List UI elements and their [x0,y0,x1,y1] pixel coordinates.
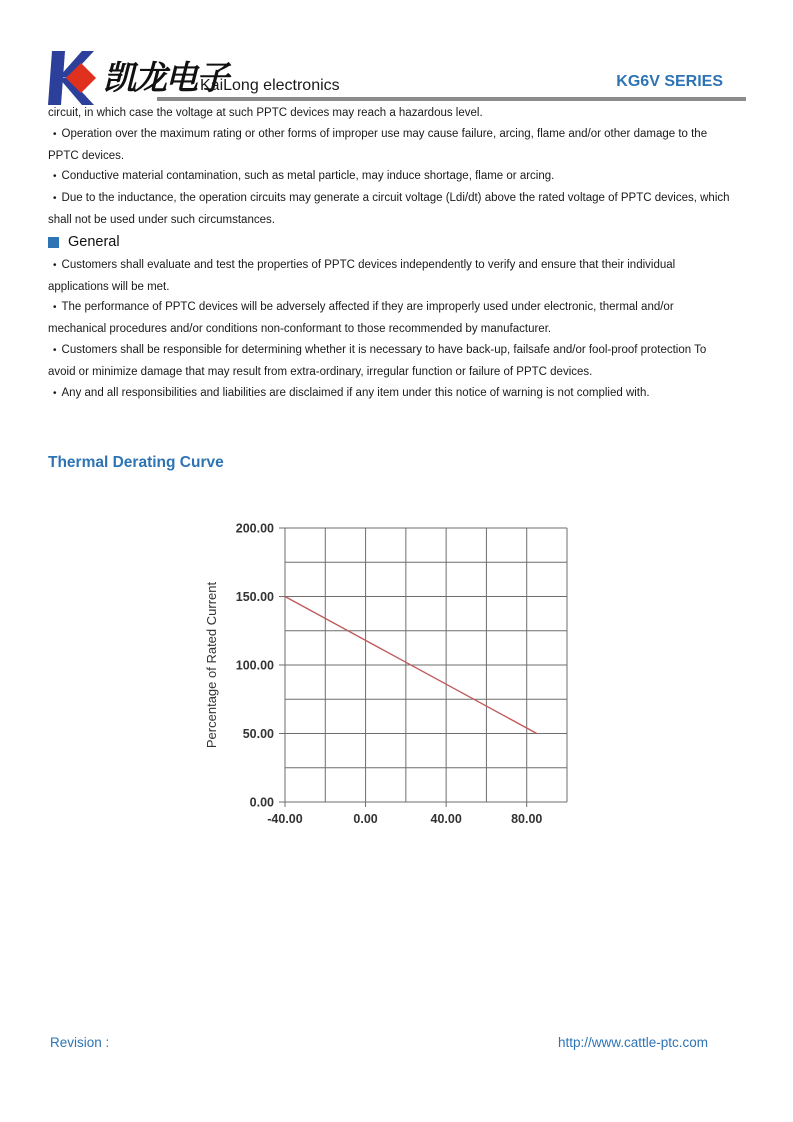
thermal-derating-chart [200,512,592,852]
bullet-icon: • [53,344,57,356]
warning-bullet [48,124,732,167]
general-bullet-text: The performance of PPTC devices will be adversely affected if they are improperly used under electronic, thermal and/or mechanical procedures and/or conditions non-conformant to those recommended by manufacturer. [48,301,674,336]
svg-text:0.00: 0.00 [249,795,274,810]
general-bullet-text: Any and all responsibilities and liabilities are disclaimed if any item under this notice of warning is not complied with. [61,386,650,399]
header-divider [157,97,746,101]
svg-text:50.00: 50.00 [242,727,274,741]
general-bullet [48,383,732,405]
warning-bullet-text: Conductive material contamination, such as metal particle, may induce shortage, flame or arcing. [61,170,555,183]
bullet-icon: • [53,128,57,140]
general-bullet-text: Customers shall be responsible for determining whether it is necessary to have back-up, failsafe and/or fool-proof protection To avoid or minimize damage that may result from extra-ordinary, irregular function or failure of PPTC devices. [48,343,707,378]
logo-company-name: KaiLong electronics [200,77,340,94]
general-section-heading [48,232,732,254]
svg-text:0.00: 0.00 [353,812,378,826]
logo-chinese-name: 凯龙电子 [103,58,227,97]
warning-bullet [48,166,732,188]
svg-text:-40.00: -40.00 [267,812,303,826]
blue-square-icon [48,237,59,248]
derating-curve-plot [200,512,592,847]
derating-section-title: Thermal Derating Curve [48,454,224,471]
series-title: KG6V SERIES [616,73,723,90]
warning-continuation-line: circuit, in which case the voltage at such PPTC devices may reach a hazardous level. [48,107,483,119]
warning-bullet [48,188,732,231]
svg-text:Percentage of Rated Current: Percentage of Rated Current [204,581,219,749]
general-bullet-text: Customers shall evaluate and test the properties of PPTC devices independently to verify and ensure that their individual applications will be met. [48,258,676,293]
revision-label: Revision : [50,1035,110,1050]
general-bullet [48,297,732,340]
notice-text-block [48,103,732,404]
bullet-icon: • [53,259,57,271]
svg-text:100.00: 100.00 [235,658,274,673]
kailong-logo-icon [48,51,100,105]
svg-text:150.00: 150.00 [235,590,274,604]
bullet-icon: • [53,171,57,183]
svg-text:80.00: 80.00 [511,812,543,826]
warning-bullet-text: Due to the inductance, the operation circuits may generate a circuit voltage (Ldi/dt) above the rated voltage of PPTC devices, which shall not be used under such circumstances. [48,192,730,226]
website-link[interactable]: http://www.cattle-ptc.com [557,1035,708,1050]
general-bullet [48,340,732,383]
bullet-icon: • [53,387,57,399]
svg-text:40.00: 40.00 [430,812,462,826]
general-bullet [48,255,732,298]
warning-bullet-text: Operation over the maximum rating or other forms of improper use may cause failure, arcing, flame and/or other damage to the PPTC devices. [48,127,708,162]
svg-text:200.00: 200.00 [235,521,274,536]
bullet-icon: • [53,193,57,205]
general-section-title: General [68,234,120,251]
bullet-icon: • [53,302,57,314]
